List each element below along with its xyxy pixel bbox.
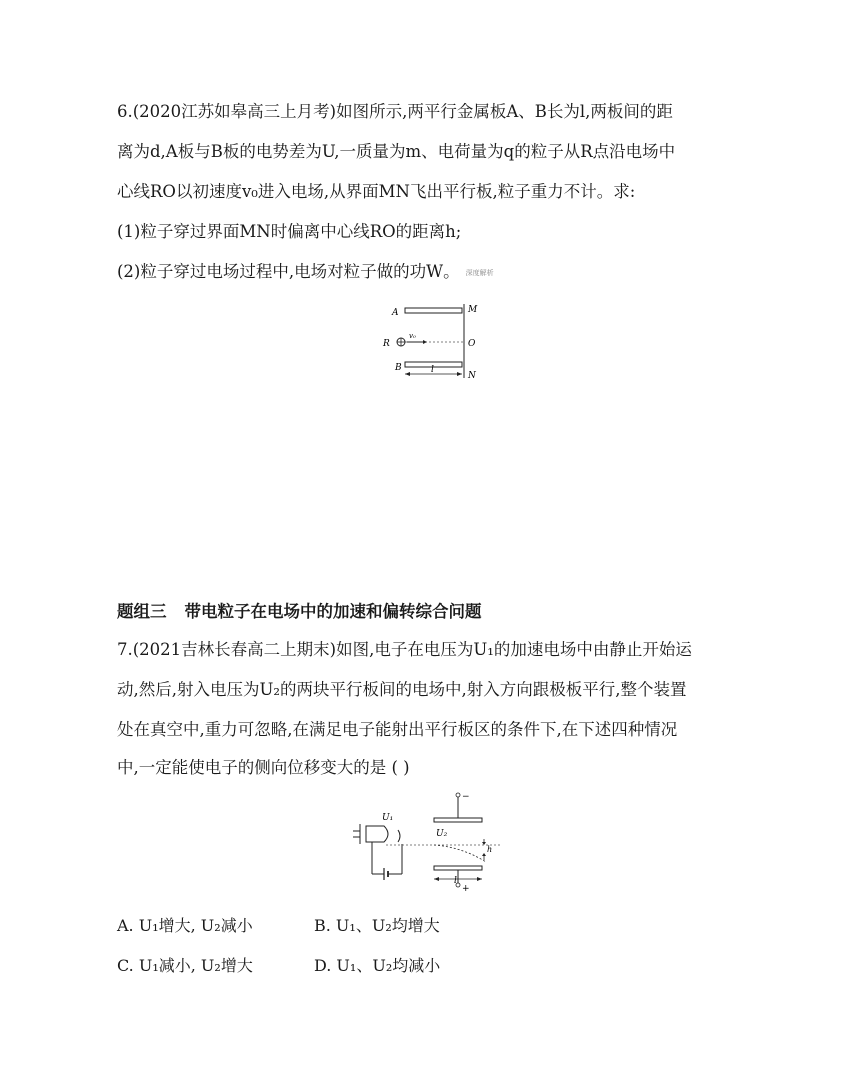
- q6-line-2: 离为d,A板与B板的电势差为U,一质量为m、电荷量为q的粒子从R点沿电场中: [117, 142, 676, 161]
- plate-a: [405, 308, 462, 313]
- label-h: h: [487, 845, 493, 854]
- dim-arrow-right: [457, 372, 462, 376]
- label-n: N: [468, 371, 476, 381]
- q7-line-3: 处在真空中,重力可忽略,在满足电子能射出平行板区的条件下,在下述四种情况: [117, 720, 678, 739]
- velocity-arrow-head: [423, 340, 427, 344]
- dim-arrow-left: [405, 372, 410, 376]
- option-b: B. U₁、U₂均增大: [314, 916, 440, 935]
- q6-line-3: 心线RO以初速度v₀进入电场,从界面MN飞出平行板,粒子重力不计。求:: [117, 182, 636, 201]
- lower-plate: [434, 866, 482, 870]
- h-arrow-bottom: [482, 853, 486, 856]
- dim-arrow-left: [434, 877, 439, 881]
- q7-line-4: 中,一定能使电子的侧向位移变大的是 ( ): [117, 758, 410, 777]
- section-heading: [117, 598, 482, 622]
- option-d: D. U₁、U₂均减小: [314, 956, 441, 975]
- q7-figure: [350, 790, 510, 895]
- deflected-trajectory: [434, 845, 486, 862]
- label-m: M: [468, 305, 478, 315]
- anode: [398, 830, 400, 842]
- q6-figure: [375, 300, 495, 385]
- section-title: 带电粒子在电场中的加速和偏转综合问题: [184, 602, 482, 621]
- h-arrow-top: [482, 842, 486, 845]
- electron-gun: [366, 826, 388, 842]
- label-b: B: [395, 363, 402, 373]
- label-l: l: [431, 365, 434, 375]
- label-l: l: [454, 876, 457, 886]
- q6-line-5-text: (2)粒子穿过电场过程中,电场对粒子做的功W。: [117, 262, 460, 281]
- q6-deep-analysis-tag: 深度解析: [465, 268, 494, 277]
- option-c: C. U₁减小, U₂增大: [117, 956, 253, 975]
- label-plus: +: [462, 884, 470, 894]
- top-terminal: [456, 793, 460, 797]
- label-u1: U₁: [382, 813, 394, 823]
- q6-line-1: 6.(2020江苏如皋高三上月考)如图所示,两平行金属板A、B长为l,两板间的距: [117, 102, 673, 121]
- q6-line-4: (1)粒子穿过界面MN时偏离中心线RO的距离h;: [117, 222, 462, 241]
- q7-line-2: 动,然后,射入电压为U₂的两块平行板间的电场中,射入方向跟极板平行,整个装置: [117, 680, 687, 699]
- q7-line-1: 7.(2021吉林长春高二上期末)如图,电子在电压为U₁的加速电场中由静止开始运: [117, 640, 692, 659]
- dim-arrow-right: [477, 877, 482, 881]
- upper-plate: [434, 818, 482, 822]
- label-v0: v₀: [409, 332, 416, 340]
- label-o: O: [468, 339, 476, 349]
- q6-line-5: [117, 262, 494, 283]
- label-r: R: [383, 339, 390, 349]
- option-a: A. U₁增大, U₂减小: [117, 916, 253, 935]
- section-number: 题组三: [117, 602, 167, 621]
- label-a: A: [392, 308, 399, 318]
- label-u2: U₂: [436, 829, 448, 839]
- label-minus: −: [462, 792, 470, 802]
